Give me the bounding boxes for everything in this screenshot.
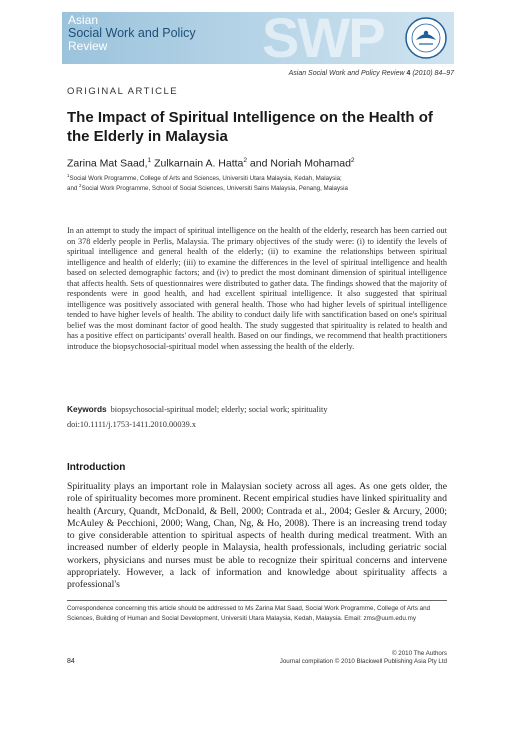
keywords-list: biopsychosocial-spiritual model; elderly; social work; spirituality (110, 405, 328, 414)
abstract: In an attempt to study the impact of spiritual intelligence on the health of the elderly, research has been carried out on 378 elderly people in Perlis, Malaysia. The primary objectives of the study were: (i) to identify the levels of spiritual intelligence and general health of the elderly; (ii) to examine the relationships between spiritual intelligence and health of elderly; (iii) to examine the differences in the level of spiritual intelligence and health based on selected demographic factors; and (iv) to predict the most dominant dimension of spiritual intelligence that affects health. Sets of questionnaires were distributed to gather data. The findings showed that the majority of respondents were in good health, and had excellent spiritual intelligence. It also suggested that spiritual intelligence was positively associated with general health. Those who had higher levels of spiritual intelligence tended to have higher levels of health. The ability to conduct daily life with sanctification based on one's spiritual belief was the most dominant factor of good health. The study suggested that spirituality is related to health and has a positive effect on participants' overall health. Based on our findings, we recommend that health practitioners introduce the biopsychosocial-spiritual model when assessing the health of the elderly. (67, 226, 447, 352)
banner-watermark: SWP (262, 12, 384, 64)
affil-text: Social Work Programme, College of Arts and Sciences, Universiti Utara Malaysia, Kedah, Malaysia; (69, 175, 342, 183)
article-type: ORIGINAL ARTICLE (67, 86, 179, 97)
affil-marker: 2 (79, 183, 82, 188)
citation-volume: 4 (406, 70, 411, 77)
journal-title-line3: Review (68, 39, 108, 53)
section-heading-introduction: Introduction (67, 462, 126, 473)
citation-journal: Asian Social Work and Policy Review (288, 70, 405, 77)
page-number: 84 (67, 658, 75, 665)
author-affil-marker: 2 (350, 157, 355, 164)
affil-text: Social Work Programme, School of Social Sciences, Universiti Sains Malaysia, Penang, Malaysia (81, 185, 348, 193)
journal-citation (289, 70, 454, 77)
journal-banner (62, 12, 454, 64)
author-affil-marker: 2 (243, 157, 248, 164)
copyright-line1: © 2010 The Authors (391, 650, 447, 657)
citation-details: (2010) 84–97 (412, 70, 454, 77)
author-name: Zarina Mat Saad, (67, 157, 148, 170)
author-name: Zulkarnain A. Hatta (151, 157, 244, 170)
footnote-divider (67, 600, 447, 601)
copyright-line2: Journal compilation © 2010 Blackwell Publishing Asia Pty Ltd (279, 658, 447, 665)
affil-marker: 1 (67, 173, 70, 178)
introduction-paragraph: Spirituality plays an important role in Malaysian society across all ages. As one gets older, the role of spirituality becomes more prominent. Recent empirical studies have linked spirituality and health (Arcury, Quandt, McDonald, & Bell, 2000; Contrada et al., 2004; Gesler & Arcury, 2000; McAuley & Pecchioni, 2000; Wang, Chan, Ng, & Ho, 2008). There is an increasing trend today to give considerable attention to spiritual aspects of health during medical treatment. With an increased number of elderly people in Malaysia, health professionals, including geriatric social workers, physicians and nurses must be able to recognize their spiritual concerns and intervene appropriately. However, a lack of information and knowledge about spirituality affects a professional's (67, 481, 447, 590)
author-affil-marker: 1 (147, 157, 152, 164)
affiliation-2 (67, 181, 457, 194)
keywords-label: Keywords (67, 404, 107, 414)
correspondence-note: Correspondence concerning this article should be addressed to Ms Zarina Mat Saad, Social Work Programme, College of Arts and Sciences, Building of Human and Social Development, Universiti Utara Malaysia, Kedah, Malaysia. Email: zms@uum.edu.my (67, 605, 431, 622)
journal-title-line2: Social Work and Policy (68, 26, 196, 40)
author-list (67, 157, 355, 170)
doi-link[interactable]: doi:10.1111/j.1753-1411.2010.00039.x (67, 420, 196, 429)
journal-seal-icon (404, 16, 448, 60)
article-title: The Impact of Spiritual Intelligence on the Health of the Elderly in Malaysia (67, 109, 433, 145)
copyright-notice (280, 650, 447, 666)
journal-title-line1: Asian (68, 13, 99, 27)
keywords (67, 404, 328, 414)
author-name: and Noriah Mohamad (247, 157, 351, 170)
affil-prefix: and (67, 185, 80, 193)
